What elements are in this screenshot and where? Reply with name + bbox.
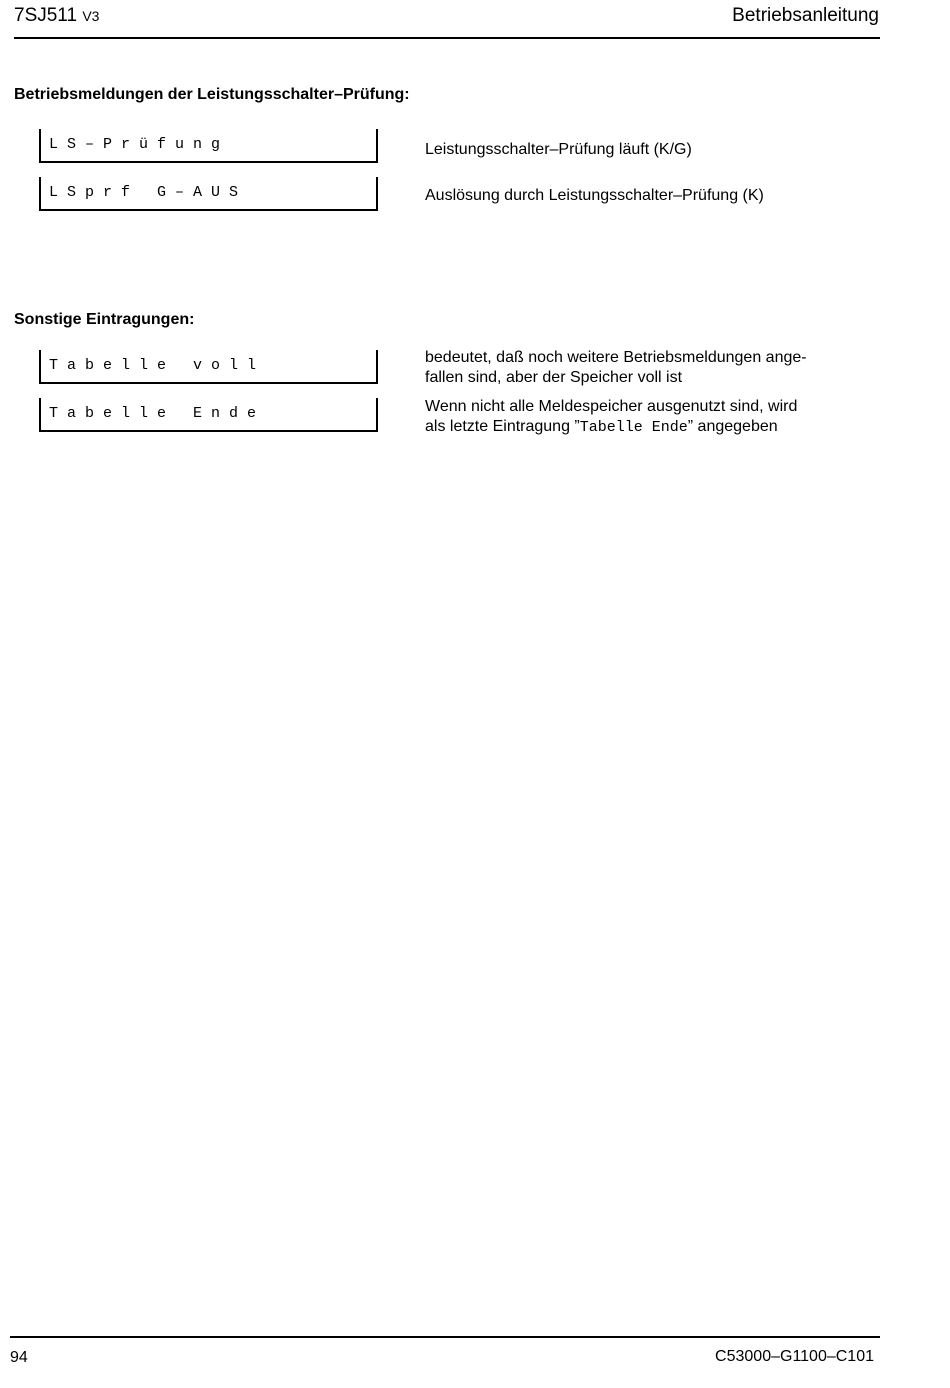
description-prefix: als letzte Eintragung ” (425, 418, 580, 435)
message-description (425, 348, 865, 388)
lcd-display-row (39, 350, 378, 384)
section-title-other-entries: Sonstige Eintragungen: (14, 311, 195, 328)
footer-rule (10, 1336, 880, 1338)
description-line (425, 417, 865, 438)
document-number: C53000–G1100–C101 (715, 1348, 874, 1365)
lcd-display-row (39, 398, 378, 432)
lcd-display-text: T a b e l l e v o l l (49, 357, 257, 374)
description-line: bedeutet, daß noch weitere Betriebsmeldungen ange- (425, 349, 807, 366)
description-line: fallen sind, aber der Speicher voll ist (425, 369, 683, 386)
description-code: Tabelle Ende (579, 419, 688, 436)
lcd-display-text: T a b e l l e E n d e (49, 405, 257, 422)
section-title-operational-messages: Betriebsmeldungen der Leistungsschalter–Prüfung: (14, 86, 410, 103)
message-description: Leistungsschalter–Prüfung läuft (K/G) (425, 141, 692, 158)
model-version: V3 (82, 8, 100, 24)
lcd-display-row (39, 129, 378, 163)
model-name: 7SJ511 (14, 5, 78, 26)
lcd-display-row (39, 177, 378, 211)
header-rule (14, 37, 880, 39)
lcd-display-text: L S p r f G – A U S (49, 184, 239, 201)
page-number: 94 (10, 1349, 28, 1366)
description-line: Wenn nicht alle Meldespeicher ausgenutzt sind, wird (425, 398, 798, 415)
lcd-display-text: L S – P r ü f u n g (49, 136, 221, 153)
header-model (14, 5, 99, 27)
header-title: Betriebsanleitung (732, 5, 879, 26)
message-description (425, 397, 865, 438)
message-description: Auslösung durch Leistungsschalter–Prüfung (K) (425, 187, 764, 204)
description-suffix: ” angegeben (687, 418, 778, 435)
